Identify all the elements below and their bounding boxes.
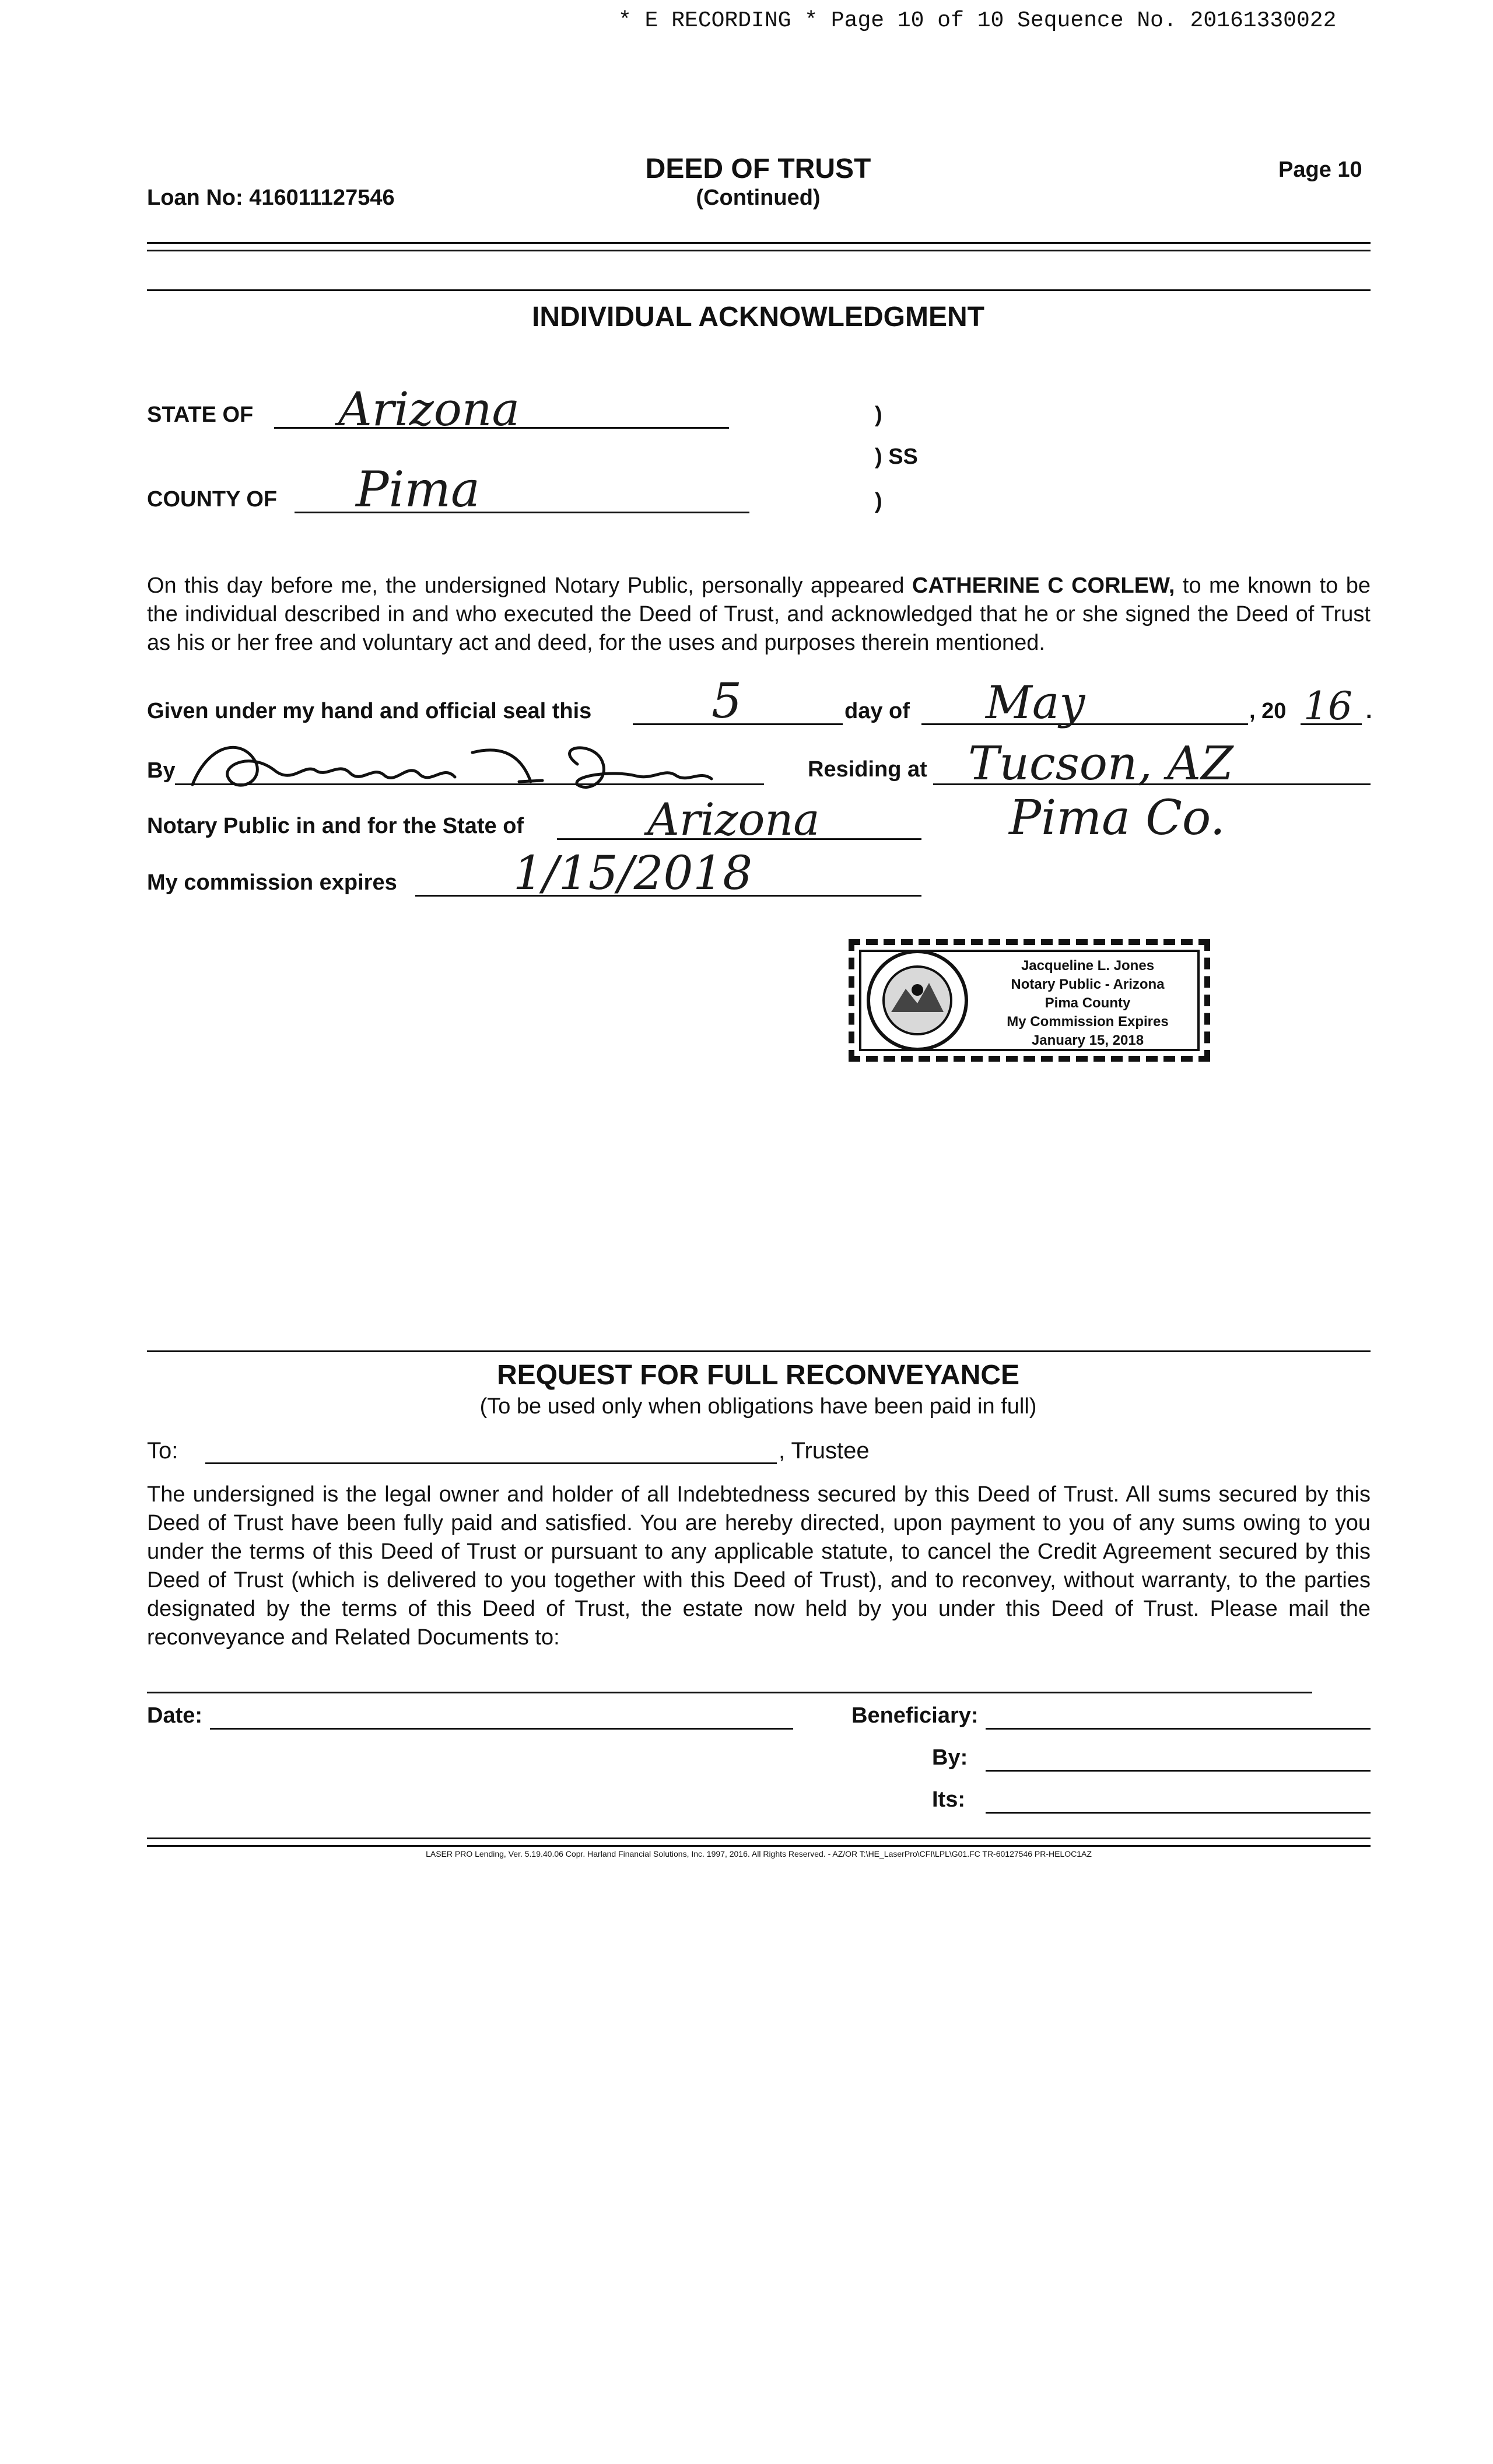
its-label: Its: [932,1787,965,1812]
year-prefix: , 20 [1249,699,1287,723]
residing-value: Tucson, AZ [968,736,1233,790]
residing-label: Residing at [808,757,927,782]
loan-number: Loan No: 416011127546 [147,186,395,210]
stamp-line-2: Notary Public - Arizona [1011,977,1165,992]
ss-label: ) SS [875,444,918,469]
trustee-line [205,1438,777,1464]
state-value: Arizona [338,382,520,436]
mail-to-line [147,1668,1312,1693]
notary-stamp [849,939,1210,1062]
footer-rule-1 [147,1838,1371,1839]
state-seal-icon [865,948,970,1053]
stamp-name: Jacqueline L. Jones [1021,958,1155,974]
year-period: . [1366,699,1372,723]
footer-rule-2 [147,1845,1371,1847]
trustee-label: , Trustee [779,1438,870,1464]
its-line [986,1787,1371,1814]
paren-2: ) [875,489,882,513]
document-title: DEED OF TRUST [645,153,871,184]
to-label: To: [147,1438,178,1464]
page-number: Page 10 [1278,158,1362,182]
document-subtitle: (Continued) [696,186,821,210]
ack-body-intro: On this day before me, the undersigned Notary Public, personally appeared [147,573,912,598]
beneficiary-label: Beneficiary: [851,1703,979,1728]
county-label: COUNTY OF [147,487,278,512]
by-label: By [147,758,176,783]
ack-body-rest: to me known to be the individual described in and who executed the Deed of Trust, and acknowledged that he or she signed the Deed of Trust as his or her free and voluntary act and deed, for the uses and purposes therein mentioned. [147,573,1371,655]
county-note: Pima Co. [1009,790,1225,846]
stamp-line-4: My Commission Expires [1007,1014,1169,1030]
day-of-label: day of [844,699,910,723]
commission-value: 1/15/2018 [513,846,753,900]
header-rule-2 [147,250,1371,251]
recording-header: * E RECORDING * Page 10 of 10 Sequence No. 20161330022 [618,8,1337,33]
header-rule-1 [147,242,1371,244]
state-label: STATE OF [147,402,254,427]
commission-label: My commission expires [147,870,397,895]
given-label: Given under my hand and official seal this [147,699,592,723]
year-value: 16 [1303,684,1352,729]
day-value: 5 [712,674,742,729]
reconveyance-body: The undersigned is the legal owner and holder of all Indebtedness secured by this Deed of Trust. All sums secured by this Deed of Trust have been fully paid and satisfied. You are hereby directed, upon payment to you of any sums owing to you under the terms of this Deed of Trust or pursuant to any applicable statute, to cancel the Credit Agreement secured by this Deed of Trust (which is delivered to you together with this Deed of Trust), and to reconvey, without warranty, to the parties designated by the terms of this Deed of Trust, the estate now held by you under this Deed of Trust. Please mail the reconveyance and Related Documents to: [147,1482,1371,1650]
by-sign-label: By: [932,1745,968,1770]
by-sign-line [986,1745,1371,1772]
stamp-line-3: Pima County [1045,995,1131,1011]
beneficiary-line [986,1703,1371,1730]
stamp-line-5: January 15, 2018 [1031,1032,1144,1048]
ack-heading: INDIVIDUAL ACKNOWLEDGMENT [532,302,984,332]
date-line [210,1703,793,1730]
notary-state-value: Arizona [647,793,820,845]
county-value: Pima [356,461,481,518]
date-label: Date: [147,1703,203,1728]
paren-1: ) [875,402,882,427]
reconveyance-subheading: (To be used only when obligations have been paid in full) [479,1394,1037,1419]
ack-body [147,572,1371,657]
month-value: May [986,677,1085,729]
reconveyance-rule [147,1350,1371,1352]
section-rule [147,289,1371,291]
footer-text: LASER PRO Lending, Ver. 5.19.40.06 Copr. Harland Financial Solutions, Inc. 1997, 2016. All Rights Reserved. - AZ/OR T:\HE_LaserPro\CFI\LPL\G01.FC TR-60127546 PR-HELOC1AZ [426,1849,1092,1859]
reconveyance-heading: REQUEST FOR FULL RECONVEYANCE [496,1360,1020,1391]
notary-state-label: Notary Public in and for the State of [147,814,524,838]
signer-name: CATHERINE C CORLEW, [912,573,1175,598]
